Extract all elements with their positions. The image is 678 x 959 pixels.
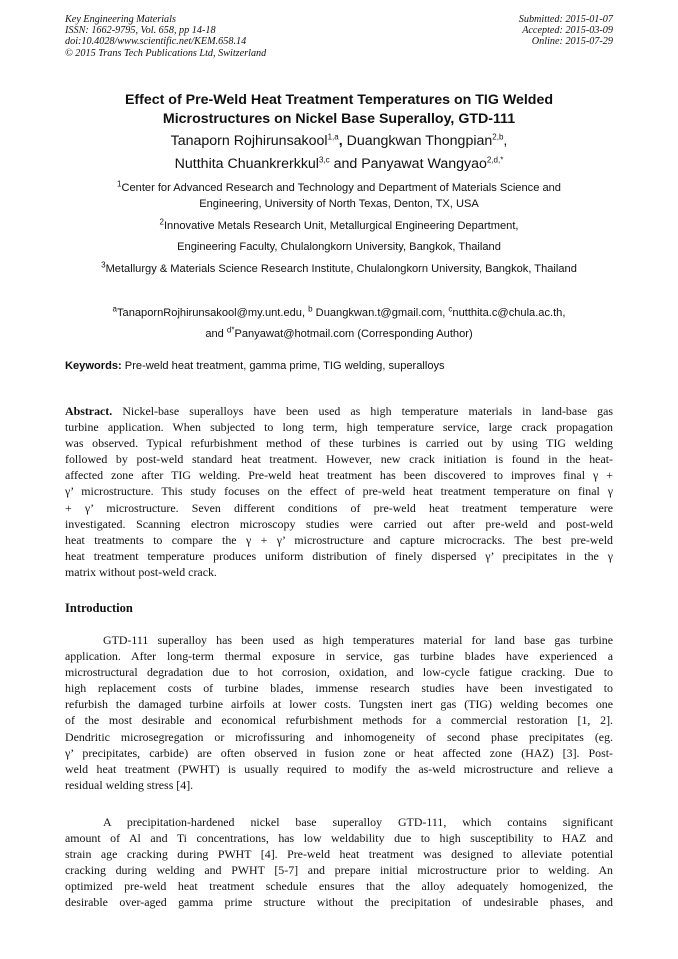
email-sup: a xyxy=(112,304,117,314)
author-name: Duangkwan Thongpian xyxy=(346,133,493,149)
affil-sup: 2 xyxy=(159,217,164,227)
paragraph-line: cracking during welding and PWHT [5-7] and prepare initial microstructure prior to welding. An xyxy=(65,863,613,878)
author-affil-sup: 2,b xyxy=(492,132,504,142)
author-separator: , xyxy=(338,133,347,149)
abstract-line: turbine application. When subjected to long term, high temperature service, large crack propagation xyxy=(65,420,613,435)
authors-line-2 xyxy=(40,153,638,176)
section-heading-introduction: Introduction xyxy=(65,601,133,615)
submitted-date: Submitted: 2015-01-07 xyxy=(518,14,613,25)
abstract-text: Nickel-base superalloys have been used as high temperature materials in land-base gas xyxy=(112,404,613,418)
author-affil-sup: 3,c xyxy=(318,155,330,165)
authors-line-1 xyxy=(40,130,638,153)
paragraph-line: high replacement costs of turbine blades, immense research studies have been investigated to xyxy=(65,681,613,696)
online-date: Online: 2015-07-29 xyxy=(531,36,613,48)
email-link: Duangkwan.t@gmail.com, xyxy=(312,307,449,319)
journal-name: Key Engineering Materials xyxy=(65,14,176,25)
paragraph-line: weld heat treatment (PWHT) is usually required to modify the as-weld microstructure and relieve a xyxy=(65,761,613,776)
affil-text: Innovative Metals Research Unit, Metallurgical Engineering Department, xyxy=(163,220,519,232)
paragraph-line: A precipitation-hardened nickel base superalloy GTD-111, which contains significant xyxy=(103,815,613,829)
emails-line-2 xyxy=(40,324,638,345)
journal-doi: doi:10.4028/www.scientific.net/KEM.658.14 xyxy=(65,36,247,48)
abstract-line xyxy=(65,403,613,419)
abstract xyxy=(65,403,613,580)
affiliation-1 xyxy=(40,181,638,212)
paragraph-line: desirable over-aged gamma prime structure without the precipitation of undesirable phases, and xyxy=(65,895,613,910)
abstract-line: was observed. Typical refurbishment method of these turbines is carried out by using TIG welding xyxy=(65,436,613,451)
author-emails xyxy=(40,303,638,344)
journal-copyright: © 2015 Trans Tech Publications Ltd, Switzerland xyxy=(65,47,267,59)
abstract-line: matrix without post-weld crack. xyxy=(65,564,217,579)
title-line-2: Microstructures on Nickel Base Superalloy, GTD-111 xyxy=(162,111,516,127)
dates-header xyxy=(519,14,613,48)
paragraph-line: application. After long-term thermal exposure in service, gas turbine blades have experienced a xyxy=(65,649,613,664)
author-list xyxy=(40,130,638,176)
email-link: nutthita.c@chula.ac.th, xyxy=(452,307,566,319)
affil-text: Center for Advanced Research and Technology and Department of Materials Science and xyxy=(121,182,561,194)
affil-text: Metallurgy & Materials Science Research Institute, Chulalongkorn University, Bangkok, Thailand xyxy=(105,263,577,275)
affiliation-2 xyxy=(40,219,638,255)
author-separator: and xyxy=(329,156,362,172)
email-sup: b xyxy=(308,304,313,314)
affiliation-1-line-2: Engineering, University of North Texas, Denton, TX, USA xyxy=(199,197,479,210)
abstract-line: heat treatment temperature produces uniform distribution of finely dispersed γ’ precipitates in the γ xyxy=(65,548,613,563)
abstract-line: followed by post-weld standard heat treatment. However, new crack initiation is found in the heat- xyxy=(65,452,613,467)
title-line-1: Effect of Pre-Weld Heat Treatment Temperatures on TIG Welded xyxy=(124,92,554,108)
keywords xyxy=(65,359,613,374)
abstract-line: γ’ microstructure. This study focuses on the effect of pre-weld heat treatment temperature on final γ xyxy=(65,484,613,499)
journal-header xyxy=(65,14,266,59)
paragraph-line: microstructural degradation due to hot corrosion, oxidation, and low-cycle fatigue cracking. Due to xyxy=(65,665,613,680)
author-name: Panyawat Wangyao xyxy=(361,156,487,172)
author-name: Tanaporn Rojhirunsakool xyxy=(170,133,328,149)
paragraph-line: of the most desirable and economical refurbishment methods for a commercial restoration [1, 2]. xyxy=(65,713,613,728)
affiliation-2-line-2: Engineering Faculty, Chulalongkorn University, Bangkok, Thailand xyxy=(177,240,501,253)
email-sup: d* xyxy=(226,324,235,334)
author-name: Nutthita Chuankrerkkul xyxy=(174,156,319,172)
affiliation-3 xyxy=(40,262,638,278)
paragraph-line: optimized pre-weld heat treatment schedule ensures that the alloy adequately homogenized, the xyxy=(65,879,613,894)
abstract-line: + γ’ microstructure. Seven different conditions of pre-weld heat treatment temperature were xyxy=(65,500,613,515)
paragraph-line: residual welding stress [4]. xyxy=(65,777,194,792)
paragraph-line: Dendritic microsegregation or microfissuring and inhomogeneity of second phase precipitates (eg. xyxy=(65,729,613,744)
affiliation-3-line-1 xyxy=(40,262,638,278)
author-affil-sup: 2,d,* xyxy=(486,155,504,165)
abstract-line: investigated. Scanning electron microscopy studies were carried out after pre-weld and post-weld xyxy=(65,516,613,531)
paragraph-line: refurbish the damaged turbine airfoils at lower costs. Tungsten inert gas (TIG) welding becomes one xyxy=(65,697,613,712)
intro-paragraph-2 xyxy=(65,814,613,911)
affiliation-1-line-1 xyxy=(40,181,638,197)
paragraph-line: GTD-111 superalloy has been used as high temperatures material for land base gas turbine xyxy=(103,633,613,647)
paragraph-line: γ’ precipitates, carbide) are often observed in fusion zone or heat affected zone (HAZ) [3]. Post- xyxy=(65,745,613,760)
affil-sup: 3 xyxy=(101,260,106,270)
keywords-label: Keywords: xyxy=(65,360,122,372)
abstract-label: Abstract. xyxy=(65,404,113,418)
intro-paragraph-1 xyxy=(65,632,613,793)
affil-sup: 1 xyxy=(117,179,122,189)
paper-title xyxy=(40,91,638,129)
email-link: Panyawat@hotmail.com (Corresponding Author) xyxy=(234,327,473,340)
author-affil-sup: 1,a xyxy=(327,132,339,142)
email-conjunction: and xyxy=(205,327,227,340)
paragraph-line: amount of Al and Ti concentrations, has low weldability due to high susceptibility to HAZ and xyxy=(65,831,613,846)
affiliation-2-line-1 xyxy=(40,219,638,235)
accepted-date: Accepted: 2015-03-09 xyxy=(522,25,613,37)
abstract-line: affected zone after TIG welding. Pre-weld heat treatment has been discovered to improves final γ + xyxy=(65,468,613,483)
email-link: TanapornRojhirunsakool@my.unt.edu, xyxy=(117,307,309,319)
abstract-line: heat treatments to compare the γ + γ’ microstructure and capture microcracks. The best pre-weld xyxy=(65,532,613,547)
journal-issn: ISSN: 1662-9795, Vol. 658, pp 14-18 xyxy=(65,25,216,37)
emails-line-1 xyxy=(40,303,638,324)
author-separator: , xyxy=(503,133,508,149)
email-sup: c xyxy=(448,304,453,314)
paragraph-line: strain age cracking during PWHT [4]. Pre-weld heat treatment was designed to alleviate potential xyxy=(65,847,613,862)
keywords-text: Pre-weld heat treatment, gamma prime, TIG welding, superalloys xyxy=(121,360,445,372)
